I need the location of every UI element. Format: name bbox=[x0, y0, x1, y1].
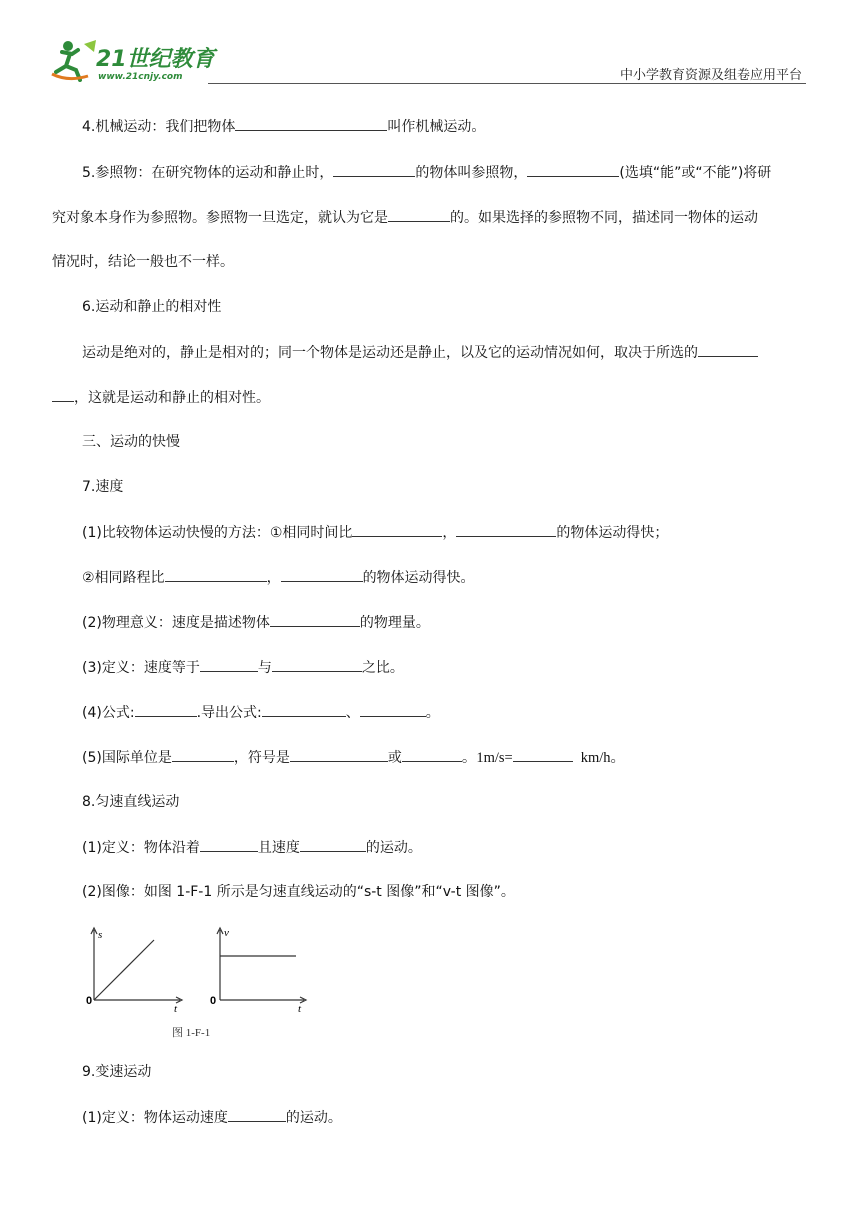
item-7-2 bbox=[82, 612, 430, 633]
fill-blank[interactable] bbox=[270, 612, 360, 627]
figure-1-f-1 bbox=[84, 924, 314, 1044]
s-t-line bbox=[94, 940, 154, 1000]
figure-caption: 图 1-F-1 bbox=[172, 1027, 211, 1039]
text: 之比。 bbox=[361, 660, 404, 676]
item-9-heading: 9.变速运动 bbox=[82, 1064, 152, 1080]
text: (5)国际单位是 bbox=[82, 750, 172, 766]
item-4-mechanical-motion bbox=[82, 116, 485, 137]
fill-blank[interactable] bbox=[513, 747, 573, 762]
fill-blank[interactable] bbox=[527, 162, 619, 177]
text: (4)公式: bbox=[82, 705, 135, 721]
item-6-line-2 bbox=[52, 387, 270, 408]
fill-blank[interactable] bbox=[402, 747, 462, 762]
text: 的运动。 bbox=[365, 840, 422, 856]
fill-blank[interactable] bbox=[281, 567, 363, 582]
text: km/h。 bbox=[580, 750, 626, 766]
fill-blank[interactable] bbox=[52, 387, 74, 402]
text: 运动是绝对的，静止是相对的；同一个物体是运动还是静止，以及它的运动情况如何，取决于所选的 bbox=[82, 345, 698, 361]
item-5-line-3: 情况时，结论一般也不一样。 bbox=[52, 254, 234, 270]
t-label: t bbox=[298, 1003, 302, 1015]
text: ， bbox=[442, 525, 457, 541]
platform-name: 中小学教育资源及组卷应用平台 bbox=[619, 68, 802, 83]
text: ，符号是 bbox=[233, 750, 290, 766]
section-3-heading: 三、运动的快慢 bbox=[82, 434, 180, 450]
text: 与 bbox=[257, 660, 272, 676]
text: (3)定义：速度等于 bbox=[82, 660, 200, 676]
text: 叫作机械运动。 bbox=[387, 119, 486, 135]
text: 4.机械运动：我们把物体 bbox=[82, 119, 236, 135]
item-6-line-1 bbox=[82, 342, 758, 363]
text: 、 bbox=[345, 705, 360, 721]
fill-blank[interactable] bbox=[300, 837, 366, 852]
t-label: t bbox=[174, 1003, 178, 1015]
v-label: v bbox=[224, 927, 229, 939]
text: 的物体叫参照物， bbox=[415, 165, 528, 181]
text: (1)比较物体运动快慢的方法：①相同时间比 bbox=[82, 525, 353, 541]
fill-blank[interactable] bbox=[235, 116, 387, 131]
text: ，这就是运动和静止的相对性。 bbox=[74, 390, 270, 406]
origin-label: 0 bbox=[86, 995, 93, 1007]
text: 。1m/s= bbox=[461, 750, 513, 766]
v-t-graph bbox=[210, 927, 306, 1015]
logo-text: 21世纪教育 bbox=[96, 47, 215, 72]
fill-blank[interactable] bbox=[456, 522, 556, 537]
item-7-1-b bbox=[82, 567, 475, 588]
fill-blank[interactable] bbox=[200, 657, 258, 672]
item-8-heading: 8.匀速直线运动 bbox=[82, 794, 180, 810]
header-divider bbox=[208, 83, 806, 84]
fill-blank[interactable] bbox=[272, 657, 362, 672]
text: 且速度 bbox=[257, 840, 300, 856]
text: .导出公式: bbox=[196, 705, 262, 721]
fill-blank[interactable] bbox=[352, 522, 442, 537]
fill-blank[interactable] bbox=[360, 702, 426, 717]
fill-blank[interactable] bbox=[333, 162, 415, 177]
text: ， bbox=[266, 570, 281, 586]
text: 的物体运动得快； bbox=[556, 525, 669, 541]
item-9-1 bbox=[82, 1107, 342, 1128]
item-7-heading: 7.速度 bbox=[82, 479, 124, 495]
text: (1)定义：物体运动速度 bbox=[82, 1110, 228, 1126]
text: 究对象本身作为参照物。参照物一旦选定，就认为它是 bbox=[52, 210, 388, 226]
origin-label: 0 bbox=[210, 995, 217, 1007]
item-5-line-2 bbox=[52, 207, 758, 228]
item-6-heading: 6.运动和静止的相对性 bbox=[82, 299, 222, 315]
logo-21cnjy bbox=[48, 38, 228, 82]
logo-url: www.21cnjy.com bbox=[98, 72, 183, 82]
item-8-2: (2)图像：如图 1-F-1 所示是匀速直线运动的“s-t 图像”和“v-t 图像”。 bbox=[82, 884, 515, 900]
item-7-5 bbox=[82, 747, 625, 768]
page-header bbox=[48, 38, 806, 84]
fill-blank[interactable] bbox=[135, 702, 197, 717]
text: 的物理量。 bbox=[359, 615, 430, 631]
text: 的运动。 bbox=[285, 1110, 342, 1126]
fill-blank[interactable] bbox=[200, 837, 258, 852]
item-7-1 bbox=[82, 522, 668, 543]
fill-blank[interactable] bbox=[228, 1107, 286, 1122]
item-5-reference-object bbox=[82, 162, 771, 183]
text: 的物体运动得快。 bbox=[362, 570, 475, 586]
text: ②相同路程比 bbox=[82, 570, 165, 586]
fill-blank[interactable] bbox=[290, 747, 388, 762]
text: 的。如果选择的参照物不同，描述同一物体的运动 bbox=[450, 210, 758, 226]
s-label: s bbox=[98, 929, 103, 941]
runner-icon bbox=[52, 40, 96, 80]
s-t-graph bbox=[86, 928, 182, 1015]
fill-blank[interactable] bbox=[165, 567, 267, 582]
text: (1)定义：物体沿着 bbox=[82, 840, 200, 856]
item-8-1 bbox=[82, 837, 422, 858]
fill-blank[interactable] bbox=[172, 747, 234, 762]
fill-blank[interactable] bbox=[698, 342, 758, 357]
text: (2)物理意义：速度是描述物体 bbox=[82, 615, 270, 631]
fill-blank[interactable] bbox=[262, 702, 346, 717]
text: (选填“能”或“不能”)将研 bbox=[619, 165, 772, 181]
fill-blank[interactable] bbox=[388, 207, 450, 222]
item-7-4 bbox=[82, 702, 440, 723]
text: 5.参照物：在研究物体的运动和静止时， bbox=[82, 165, 334, 181]
item-7-3 bbox=[82, 657, 404, 678]
text: 或 bbox=[387, 750, 402, 766]
text: 。 bbox=[425, 705, 440, 721]
